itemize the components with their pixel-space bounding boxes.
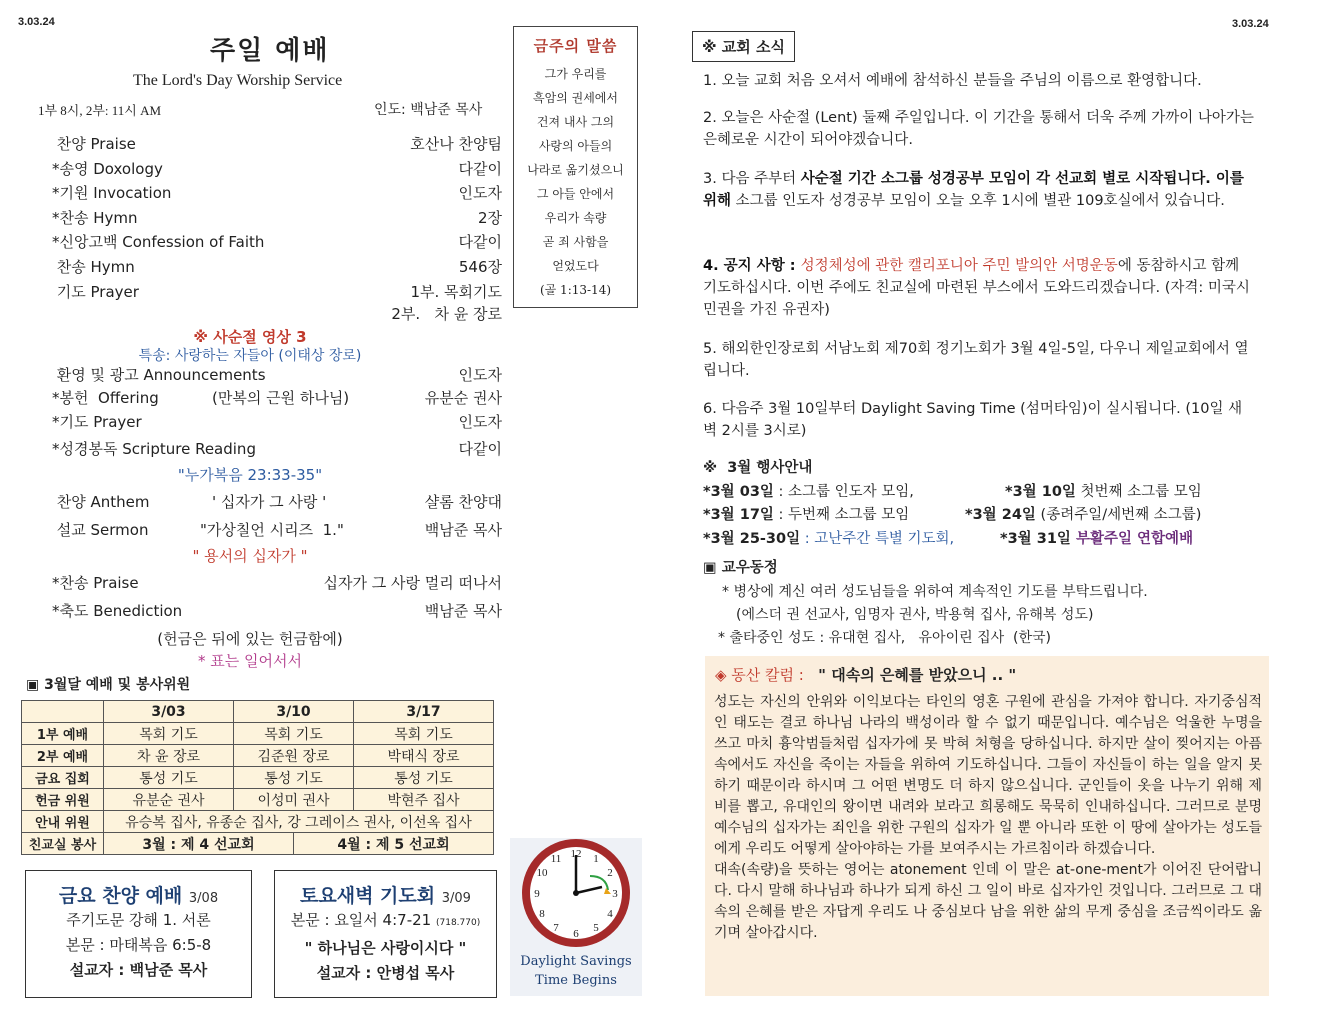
row-label: 친교실 봉사 [22,833,104,855]
memory-verse-box [513,26,638,308]
event-date: *3월 03일 [703,484,774,500]
order-item [52,303,502,327]
table-header-row [22,701,494,723]
news-item: 5. 해외한인장로회 서남노회 제70회 정기노회가 3월 4일-5일, 다우니 제일교회에서 열립니다. [703,341,1249,379]
friday-date: 3/08 [188,891,219,906]
order-label: 찬양 Anthem [52,493,150,511]
order-item [52,231,502,255]
friday-text: 본문 : 마태복음 6:5-8 [65,936,212,954]
pastor-column [705,656,1269,996]
page-date-left: 3.03.24 [18,16,55,28]
news-text: 3. 다음 주부터 [703,171,801,187]
verse-line: 그가 우리를 [544,67,607,81]
saturday-preacher: 설교자 : 안병섭 목사 [316,964,455,982]
table-row [22,789,494,811]
service-times: 1부 8시, 2부: 11시 AM [38,103,162,118]
event-item [703,480,914,501]
news-item: 6. 다음주 3월 10일부터 Daylight Saving Time (섬머타임)이 실시됩니다. (10일 새벽 2시를 3시로) [703,401,1243,439]
event-item [1005,480,1202,501]
order-value: 십자가 그 사랑 멀리 떠나서 [323,574,502,592]
offering-note: (헌금은 뒤에 있는 헌금함에) [157,630,343,648]
svg-text:12: 12 [570,848,582,860]
table-cell: 박현주 집사 [354,789,494,811]
event-text: : 두번째 소그룹 모임 [773,507,910,523]
order-label: 환영 및 광고 Announcements [52,366,266,384]
sermon-title: " 용서의 십자가 " [192,547,308,565]
clock-caption-line2: Time Begins [535,973,617,988]
saturday-title: 토요새벽 기도회 [300,885,436,907]
event-item [1000,527,1193,548]
order-value: 다같이 [458,440,502,458]
order-value: 인도자 [458,413,502,431]
stand-note: * 표는 일어서서 [198,652,302,670]
event-text: : 고난주간 특별 기도회, [800,531,955,547]
verse-line: 나라로 옮기셨으니 [527,163,624,177]
svg-text:9: 9 [534,888,540,900]
order-label: 찬양 Praise [52,135,136,153]
page-date-right: 3.03.24 [1232,18,1269,30]
saturday-text: 본문 : 요일서 4:7-21 [290,911,432,929]
order-value: 2장 [477,209,502,227]
table-row [22,811,494,833]
memory-verse-title: 금주의 말씀 [533,37,618,55]
clock-icon [510,838,642,952]
event-date: *3월 25-30일 [703,531,801,547]
prayer-request: * 병상에 계신 여러 성도님들을 위하여 계속적인 기도를 부탁드립니다. [722,584,1148,600]
news-item [703,255,1255,321]
order-item [52,158,502,182]
column-header: 3/03 [104,701,234,723]
column-header: 3/17 [354,701,494,723]
order-note: (만복의 근원 하나님) [212,389,350,407]
order-label: *기원 Invocation [52,184,172,202]
row-label: 금요 집회 [22,767,104,789]
row-label: 안내 위원 [22,811,104,833]
order-item [52,133,502,157]
table-cell: 이성미 권사 [234,789,354,811]
column-paragraph: 성도는 자신의 안위와 이익보다는 타인의 영혼 구원에 관심을 가져야 합니다. 자기중심적인 태도는 결코 하나님 나라의 백성이라 할 수 없기 때문입니다. 예수님은 억울한 누명을 쓰고 마치 흉악범들처럼 십자가에 못 박혀 처형을 당하십니다. 하지만 살이 찢어지는 아픔 속에서도 자신을 죽이는 자들을 위하여 기도하십니다. 그들이 자신들이 하는 일을 알지 못하기 때문이라 하시며 그 어떤 변명도 더 하지 않으십니다. 군인들이 옷을 나누기 위해 제비를 뽑고, 유대인의 왕이면 내려와 보라고 희롱해도 묵묵히 인내하십니다. 그러므로 분명 예수님의 십자가는 죄인을 위한 구원의 십자가 일 뿐 아니라 또한 이 땅에 살아가는 성도들에게 우리도 어떻게 살아야하는 가를 보여주시는 가르침이라 하겠습니다. [714,694,1263,857]
verse-line: 흑암의 권세에서 [533,91,618,105]
svg-text:11: 11 [550,853,562,865]
special-song: 특송: 사랑하는 자들아 (이태상 장로) [138,348,362,364]
order-label: *송영 Doxology [52,160,163,178]
order-label: *봉헌 Offering [52,389,159,407]
saturday-service-box [274,870,497,998]
svg-text:1: 1 [593,853,599,865]
friday-preacher: 설교자 : 백남준 목사 [69,961,208,979]
order-value: 546장 [458,258,502,276]
friday-title: 금요 찬양 예배 [58,885,183,907]
table-cell: 유승복 집사, 유종순 집사, 강 그레이스 권사, 이선옥 집사 [104,811,494,833]
row-label: 2부 예배 [22,745,104,767]
anthem-title: ' 십자가 그 사랑 ' [212,493,327,511]
order-value: 다같이 [458,160,502,178]
table-cell: 통성 기도 [234,767,354,789]
news-label: 4. 공지 사항 : [703,258,801,274]
order-item [52,256,502,280]
order-value: 인도자 [458,366,502,384]
table-cell: 통성 기도 [354,767,494,789]
event-text: 부활주일 연합예배 [1070,531,1194,547]
order-item [52,364,502,388]
event-item [703,527,954,548]
table-cell: 목회 기도 [234,723,354,745]
table-cell: 4월 : 제 5 선교회 [294,833,494,855]
svg-text:8: 8 [539,908,545,920]
news-title: ※ 교회 소식 [692,31,795,62]
table-cell: 박태식 장로 [354,745,494,767]
event-date: *3월 24일 [965,507,1036,523]
event-date: *3월 31일 [1000,531,1071,547]
saturday-date: 3/09 [441,891,471,906]
table-cell: 유분순 권사 [104,789,234,811]
sermon-series: "가상칠언 시리즈 1." [200,521,344,539]
order-label: 설교 Sermon [52,521,149,539]
news-item: 2. 오늘은 사순절 (Lent) 둘째 주일입니다. 이 기간을 통해서 더욱 주께 가까이 나아가는 은혜로운 시간이 되어야겠습니다. [703,110,1254,148]
table-row [22,723,494,745]
prayer-second: 2부. 차 윤 장로 [391,305,502,323]
event-text: : 소그룹 인도자 모임, [773,484,914,500]
row-label: 헌금 위원 [22,789,104,811]
friday-service-box [25,870,252,998]
travel-notice: * 출타중인 성도 : 유대현 집사, 유아이린 집사 (한국) [718,630,1051,646]
order-label: 기도 Prayer [52,283,139,301]
table-corner [22,701,104,723]
order-item [52,281,502,305]
news-item: 1. 오늘 교회 처음 오셔서 예배에 참석하신 분들을 주님의 이름으로 환영합니다. [703,73,1202,89]
order-label: *신앙고백 Confession of Faith [52,233,265,251]
order-item [52,572,502,596]
friday-topic: 주기도문 강해 1. 서론 [66,911,211,929]
table-row [22,833,494,855]
news-highlight: 사순절 기간 소그룹 성경공부 모임이 각 선교회 별로 시작됩니다. 이를 위해 [703,171,1244,209]
prayer-requests-title: ▣ 교우동정 [703,560,778,576]
order-label: *성경봉독 Scripture Reading [52,440,256,458]
schedule-title: ▣ 3월달 예배 및 봉사위원 [26,677,191,693]
verse-line: 건져 내사 그의 [536,115,615,129]
table-row [22,745,494,767]
event-text: (종려주일/세번째 소그룹) [1035,507,1202,523]
order-label: *축도 Benediction [52,602,183,620]
table-cell: 차 윤 장로 [104,745,234,767]
svg-text:5: 5 [593,922,599,934]
verse-line: 우리가 속량 [544,211,607,225]
event-text: 첫번째 소그룹 모임 [1075,484,1202,500]
svg-text:4: 4 [607,908,613,920]
svg-text:10: 10 [536,867,548,879]
order-value: 인도자 [458,184,502,202]
prayer-request-names: (에스더 권 선교사, 임명자 권사, 박용혁 집사, 유해복 성도) [736,607,1094,623]
table-cell: 3월 : 제 4 선교회 [104,833,294,855]
table-row [22,767,494,789]
order-item [52,519,502,543]
news-text: 에 동참하시고 함께 기도하십시다. 이번 주에도 친교실에 마련된 부스에서 도와드리겠습니다. (자격: 미국시민권을 가진 유권자) [703,258,1250,318]
event-date: *3월 10일 [1005,484,1076,500]
svg-text:3: 3 [612,888,618,900]
order-item [52,411,502,435]
order-item [52,387,502,411]
service-title: 주일 예배 [210,36,330,66]
schedule-table [21,700,494,855]
table-cell: 김준원 장로 [234,745,354,767]
column-title: " 대속의 은혜를 받았으니 .. " [818,666,1017,684]
verse-line: 얻었도다 [552,259,599,273]
order-value: 백남준 목사 [424,521,502,539]
verse-line: 곧 죄 사함을 [542,235,609,249]
saturday-hymn-numbers: (718.770) [435,918,481,928]
svg-text:2: 2 [607,867,613,879]
lent-video: ※ 사순절 영상 3 [193,328,307,346]
order-value: 유분순 권사 [424,389,502,407]
service-leader: 인도: 백남준 목사 [374,102,483,118]
verse-reference: (골 1:13-14) [539,283,612,297]
order-item [52,207,502,231]
order-item [52,600,502,624]
saturday-topic: " 하나님은 사랑이시다 " [304,939,467,957]
order-value: 샬롬 찬양대 [424,493,502,511]
svg-text:6: 6 [573,928,579,940]
order-value: 백남준 목사 [424,602,502,620]
svg-text:7: 7 [553,922,559,934]
row-label: 1부 예배 [22,723,104,745]
order-value: 다같이 [458,233,502,251]
table-cell: 통성 기도 [104,767,234,789]
column-label: ◈ 동산 칼럼 : [715,666,804,684]
event-date: *3월 17일 [703,507,774,523]
event-item [965,503,1201,524]
news-item [703,168,1255,212]
column-paragraph: 대속(속량)을 뜻하는 영어는 atonement 인데 이 말은 at-one-ment가 이어진 단어랍니다. 다시 말해 하나님과 하나가 되게 하신 그 일이 바로 십자가인 것입니다. 그러므로 그 대속의 은혜를 받은 자답게 우리도 나 중심보다 남을 위한 삶의 무게 중심을 조금씩이라도 옮기며 살아갑시다. [714,862,1262,941]
event-item [703,503,909,524]
order-item [52,182,502,206]
news-highlight: 성정체성에 관한 캘리포니아 주민 발의안 서명운동 [800,258,1118,274]
order-label: *찬송 Praise [52,574,139,592]
verse-line: 그 아들 안에서 [536,187,615,201]
table-cell: 목회 기도 [354,723,494,745]
verse-line: 사랑의 아들의 [538,139,613,153]
order-item [52,438,502,462]
clock-caption-line1: Daylight Savings [520,954,632,969]
order-item [52,491,502,515]
order-value: 호산나 찬양팀 [410,135,502,153]
news-text: 소그룹 인도자 성경공부 모임이 오늘 오후 1시에 별관 109호실에서 있습니다. [731,193,1225,209]
order-value: 1부. 목회기도 [410,283,502,301]
table-cell: 목회 기도 [104,723,234,745]
column-header: 3/10 [234,701,354,723]
scripture-reference: "누가복음 23:33-35" [177,466,323,484]
order-label: *찬송 Hymn [52,209,138,227]
order-label: *기도 Prayer [52,413,142,431]
service-subtitle: The Lord's Day Worship Service [133,72,343,89]
daylight-saving-graphic [510,838,642,996]
order-label: 찬송 Hymn [52,258,135,276]
events-title: ※ 3월 행사안내 [703,460,813,476]
